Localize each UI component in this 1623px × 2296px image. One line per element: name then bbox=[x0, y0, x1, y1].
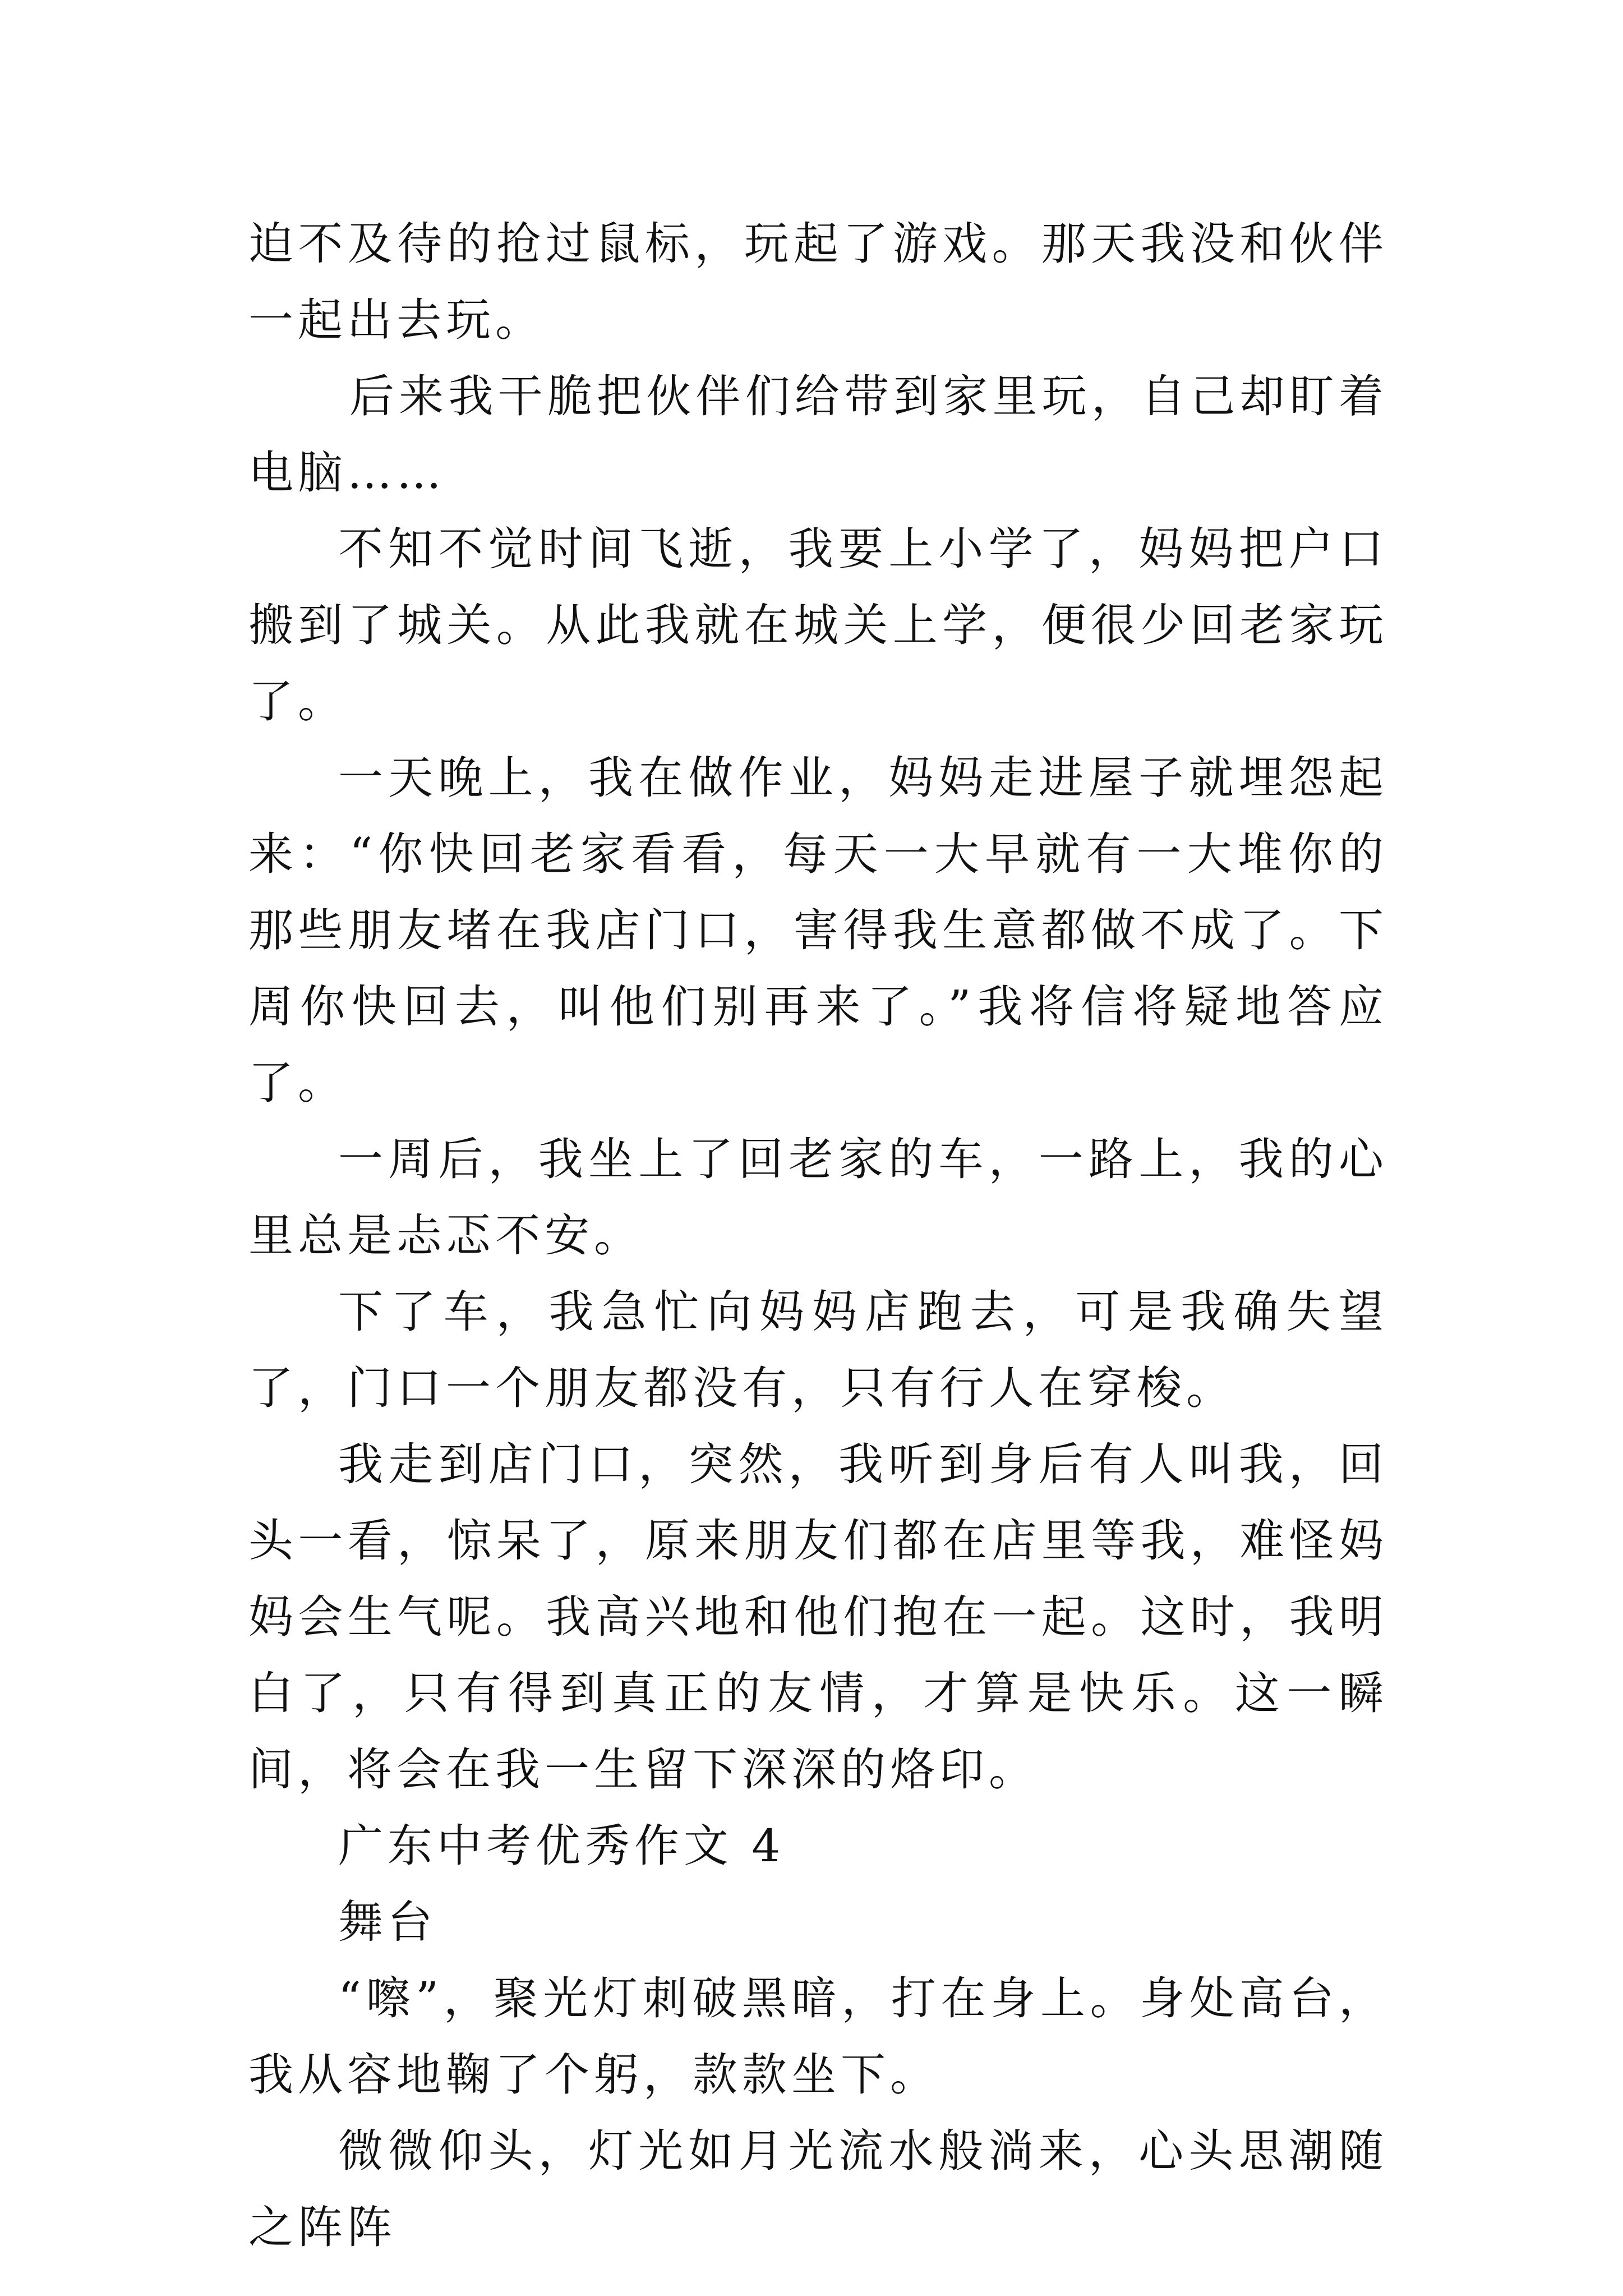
paragraph: 一周后，我坐上了回老家的车，一路上，我的心里总是忐忑不安。 bbox=[248, 1133, 1388, 1262]
paragraph: 后来我干脆把伙伴们给带到家里玩，自己却盯着电脑…… bbox=[248, 370, 1388, 499]
paragraph-continuation: 迫不及待的抢过鼠标，玩起了游戏。那天我没和伙伴一起出去玩。 bbox=[248, 218, 1388, 346]
paragraph: “嚓”，聚光灯刺破黑暗，打在身上。身处高台，我从容地鞠了个躬，款款坐下。 bbox=[248, 1972, 1388, 2101]
document-body bbox=[248, 206, 1388, 2266]
paragraph: 微微仰头，灯光如月光流水般淌来，心头思潮随之阵阵 bbox=[248, 2125, 1388, 2253]
paragraph: 我走到店门口，突然，我听到身后有人叫我，回头一看，惊呆了，原来朋友们都在店里等我，难怪妈妈会生气呢。我高兴地和他们抱在一起。这时，我明白了，只有得到真正的友情，才算是快乐。这一瞬间，将会在我一生留下深深的烙印。 bbox=[248, 1438, 1388, 1796]
paragraph: 下了车，我急忙向妈妈店跑去，可是我确失望了，门口一个朋友都没有，只有行人在穿梭。 bbox=[248, 1286, 1388, 1414]
paragraph: 一天晚上，我在做作业，妈妈走进屋子就埋怨起来：“你快回老家看看，每天一大早就有一大堆你的那些朋友堵在我店门口，害得我生意都做不成了。下周你快回去，叫他们别再来了。”我将信将疑地答应了。 bbox=[248, 752, 1388, 1109]
section-heading: 广东中考优秀作文 4 bbox=[338, 1820, 785, 1872]
paragraph: 不知不觉时间飞逝，我要上小学了，妈妈把户口搬到了城关。从此我就在城关上学，便很少回老家玩了。 bbox=[248, 523, 1388, 728]
essay-title: 舞台 bbox=[338, 1896, 437, 1948]
